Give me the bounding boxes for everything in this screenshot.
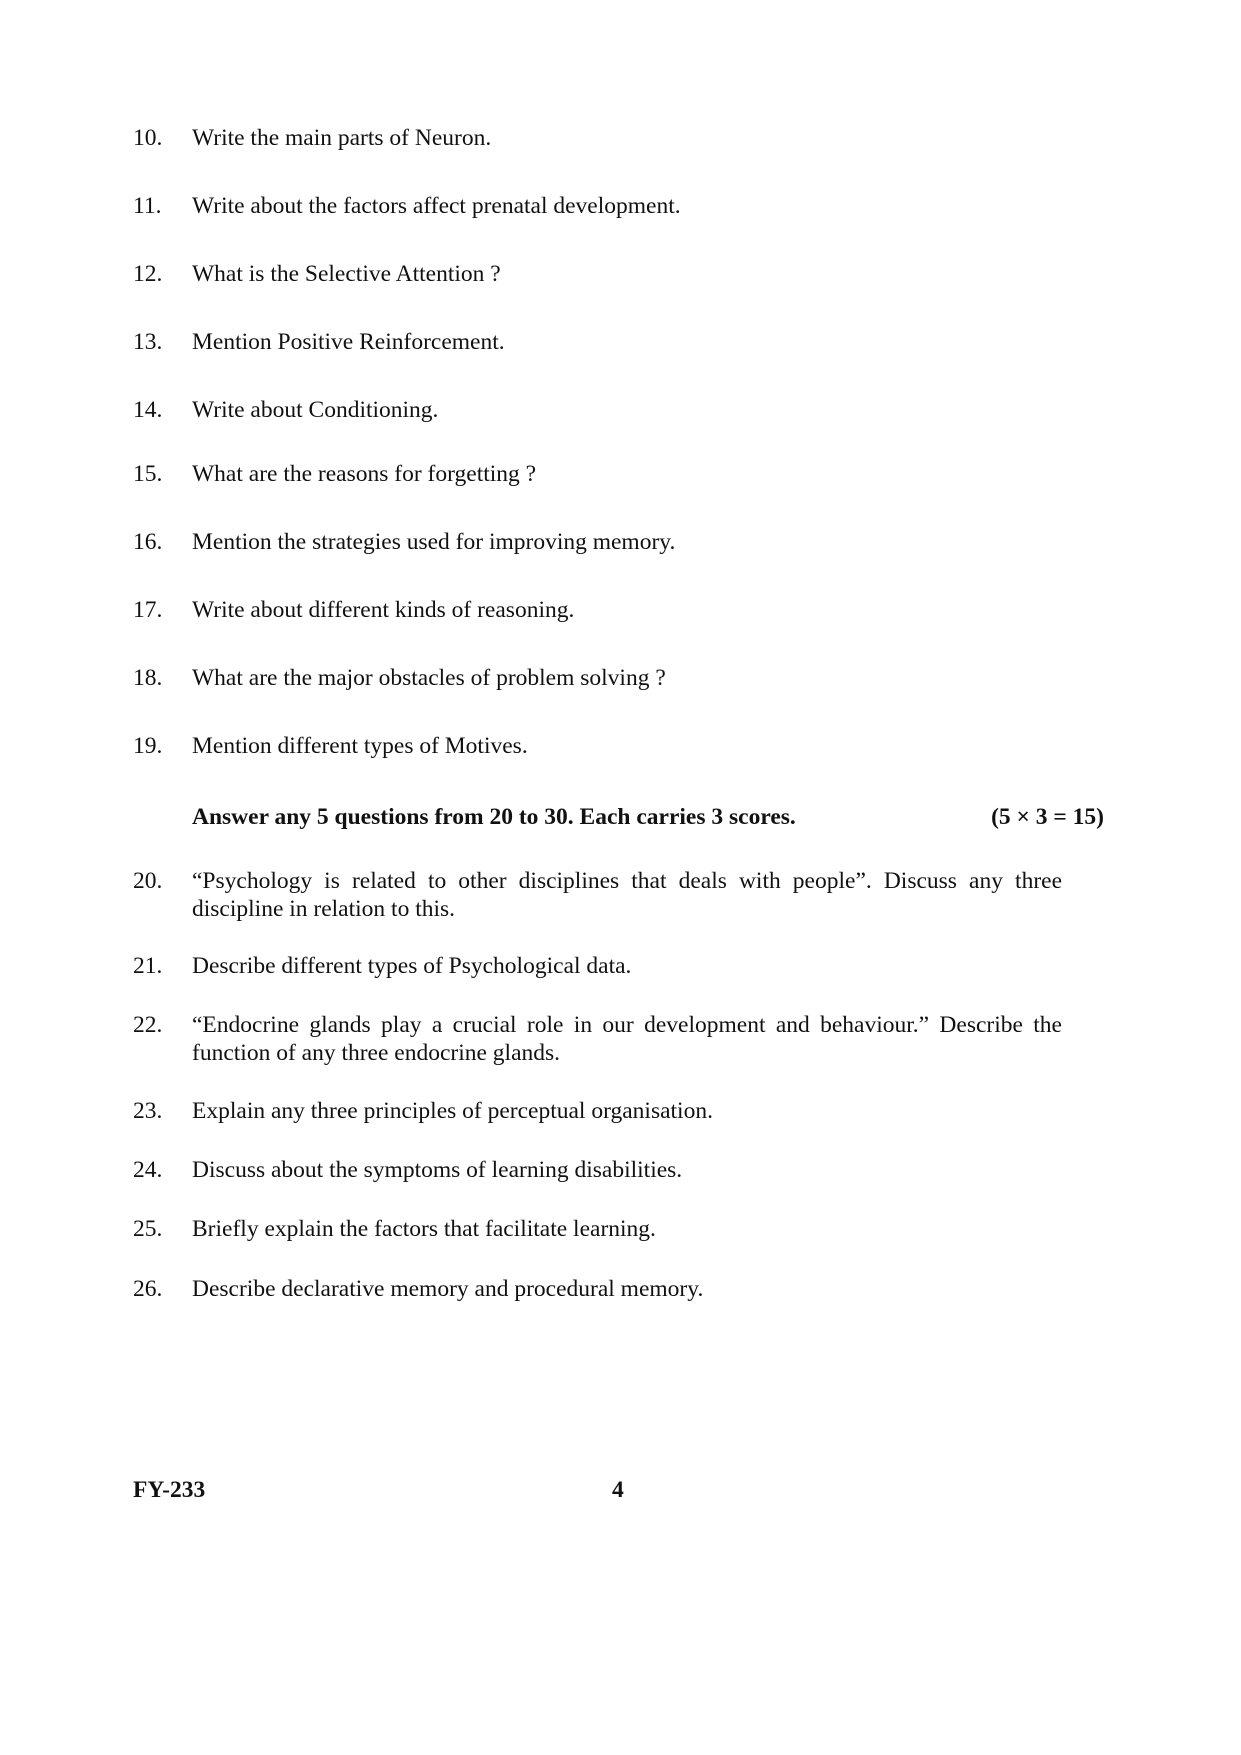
question-number: 18. xyxy=(133,665,163,691)
question-number: 26. xyxy=(133,1276,163,1302)
question-text: What are the major obstacles of problem solving ? xyxy=(192,665,666,691)
question-number: 10. xyxy=(133,125,163,151)
question-text: Briefly explain the factors that facilitate learning. xyxy=(192,1216,656,1242)
question-number: 24. xyxy=(133,1157,163,1183)
instruction-text: Answer any 5 questions from 20 to 30. Each carries 3 scores. xyxy=(192,804,796,830)
question-number: 12. xyxy=(133,261,163,287)
question-number: 25. xyxy=(133,1216,163,1242)
question-number: 21. xyxy=(133,953,163,979)
question-number: 16. xyxy=(133,529,163,555)
question-text: Write about Conditioning. xyxy=(192,397,439,423)
question-text: Explain any three principles of perceptual organisation. xyxy=(192,1098,713,1124)
question-text: Write about the factors affect prenatal development. xyxy=(192,193,681,219)
question-text: Mention different types of Motives. xyxy=(192,733,528,759)
question-number: 22. xyxy=(133,1012,163,1038)
question-number: 17. xyxy=(133,597,163,623)
paper-code: FY-233 xyxy=(133,1477,206,1503)
question-number: 19. xyxy=(133,733,163,759)
question-text: What is the Selective Attention ? xyxy=(192,261,501,287)
question-number: 23. xyxy=(133,1098,163,1124)
question-text: “Endocrine glands play a crucial role in our development and behaviour.” Describe the function of any three endocrine glands. xyxy=(192,1012,1062,1066)
question-number: 11. xyxy=(133,193,162,219)
question-text: What are the reasons for forgetting ? xyxy=(192,461,537,487)
question-text: Write the main parts of Neuron. xyxy=(192,125,492,151)
page-number: 4 xyxy=(612,1477,624,1503)
question-text: Mention Positive Reinforcement. xyxy=(192,329,505,355)
marks-text: (5 × 3 = 15) xyxy=(991,804,1104,830)
question-number: 15. xyxy=(133,461,163,487)
question-text: Describe declarative memory and procedural memory. xyxy=(192,1276,704,1302)
question-text: Write about different kinds of reasoning. xyxy=(192,597,575,623)
question-number: 14. xyxy=(133,397,163,423)
question-number: 20. xyxy=(133,868,163,894)
question-text: Mention the strategies used for improving memory. xyxy=(192,529,676,555)
question-text: Discuss about the symptoms of learning disabilities. xyxy=(192,1157,683,1183)
question-text: “Psychology is related to other disciplines that deals with people”. Discuss any three discipline in relation to this. xyxy=(192,868,1062,922)
question-text: Describe different types of Psychological data. xyxy=(192,953,632,979)
question-number: 13. xyxy=(133,329,163,355)
